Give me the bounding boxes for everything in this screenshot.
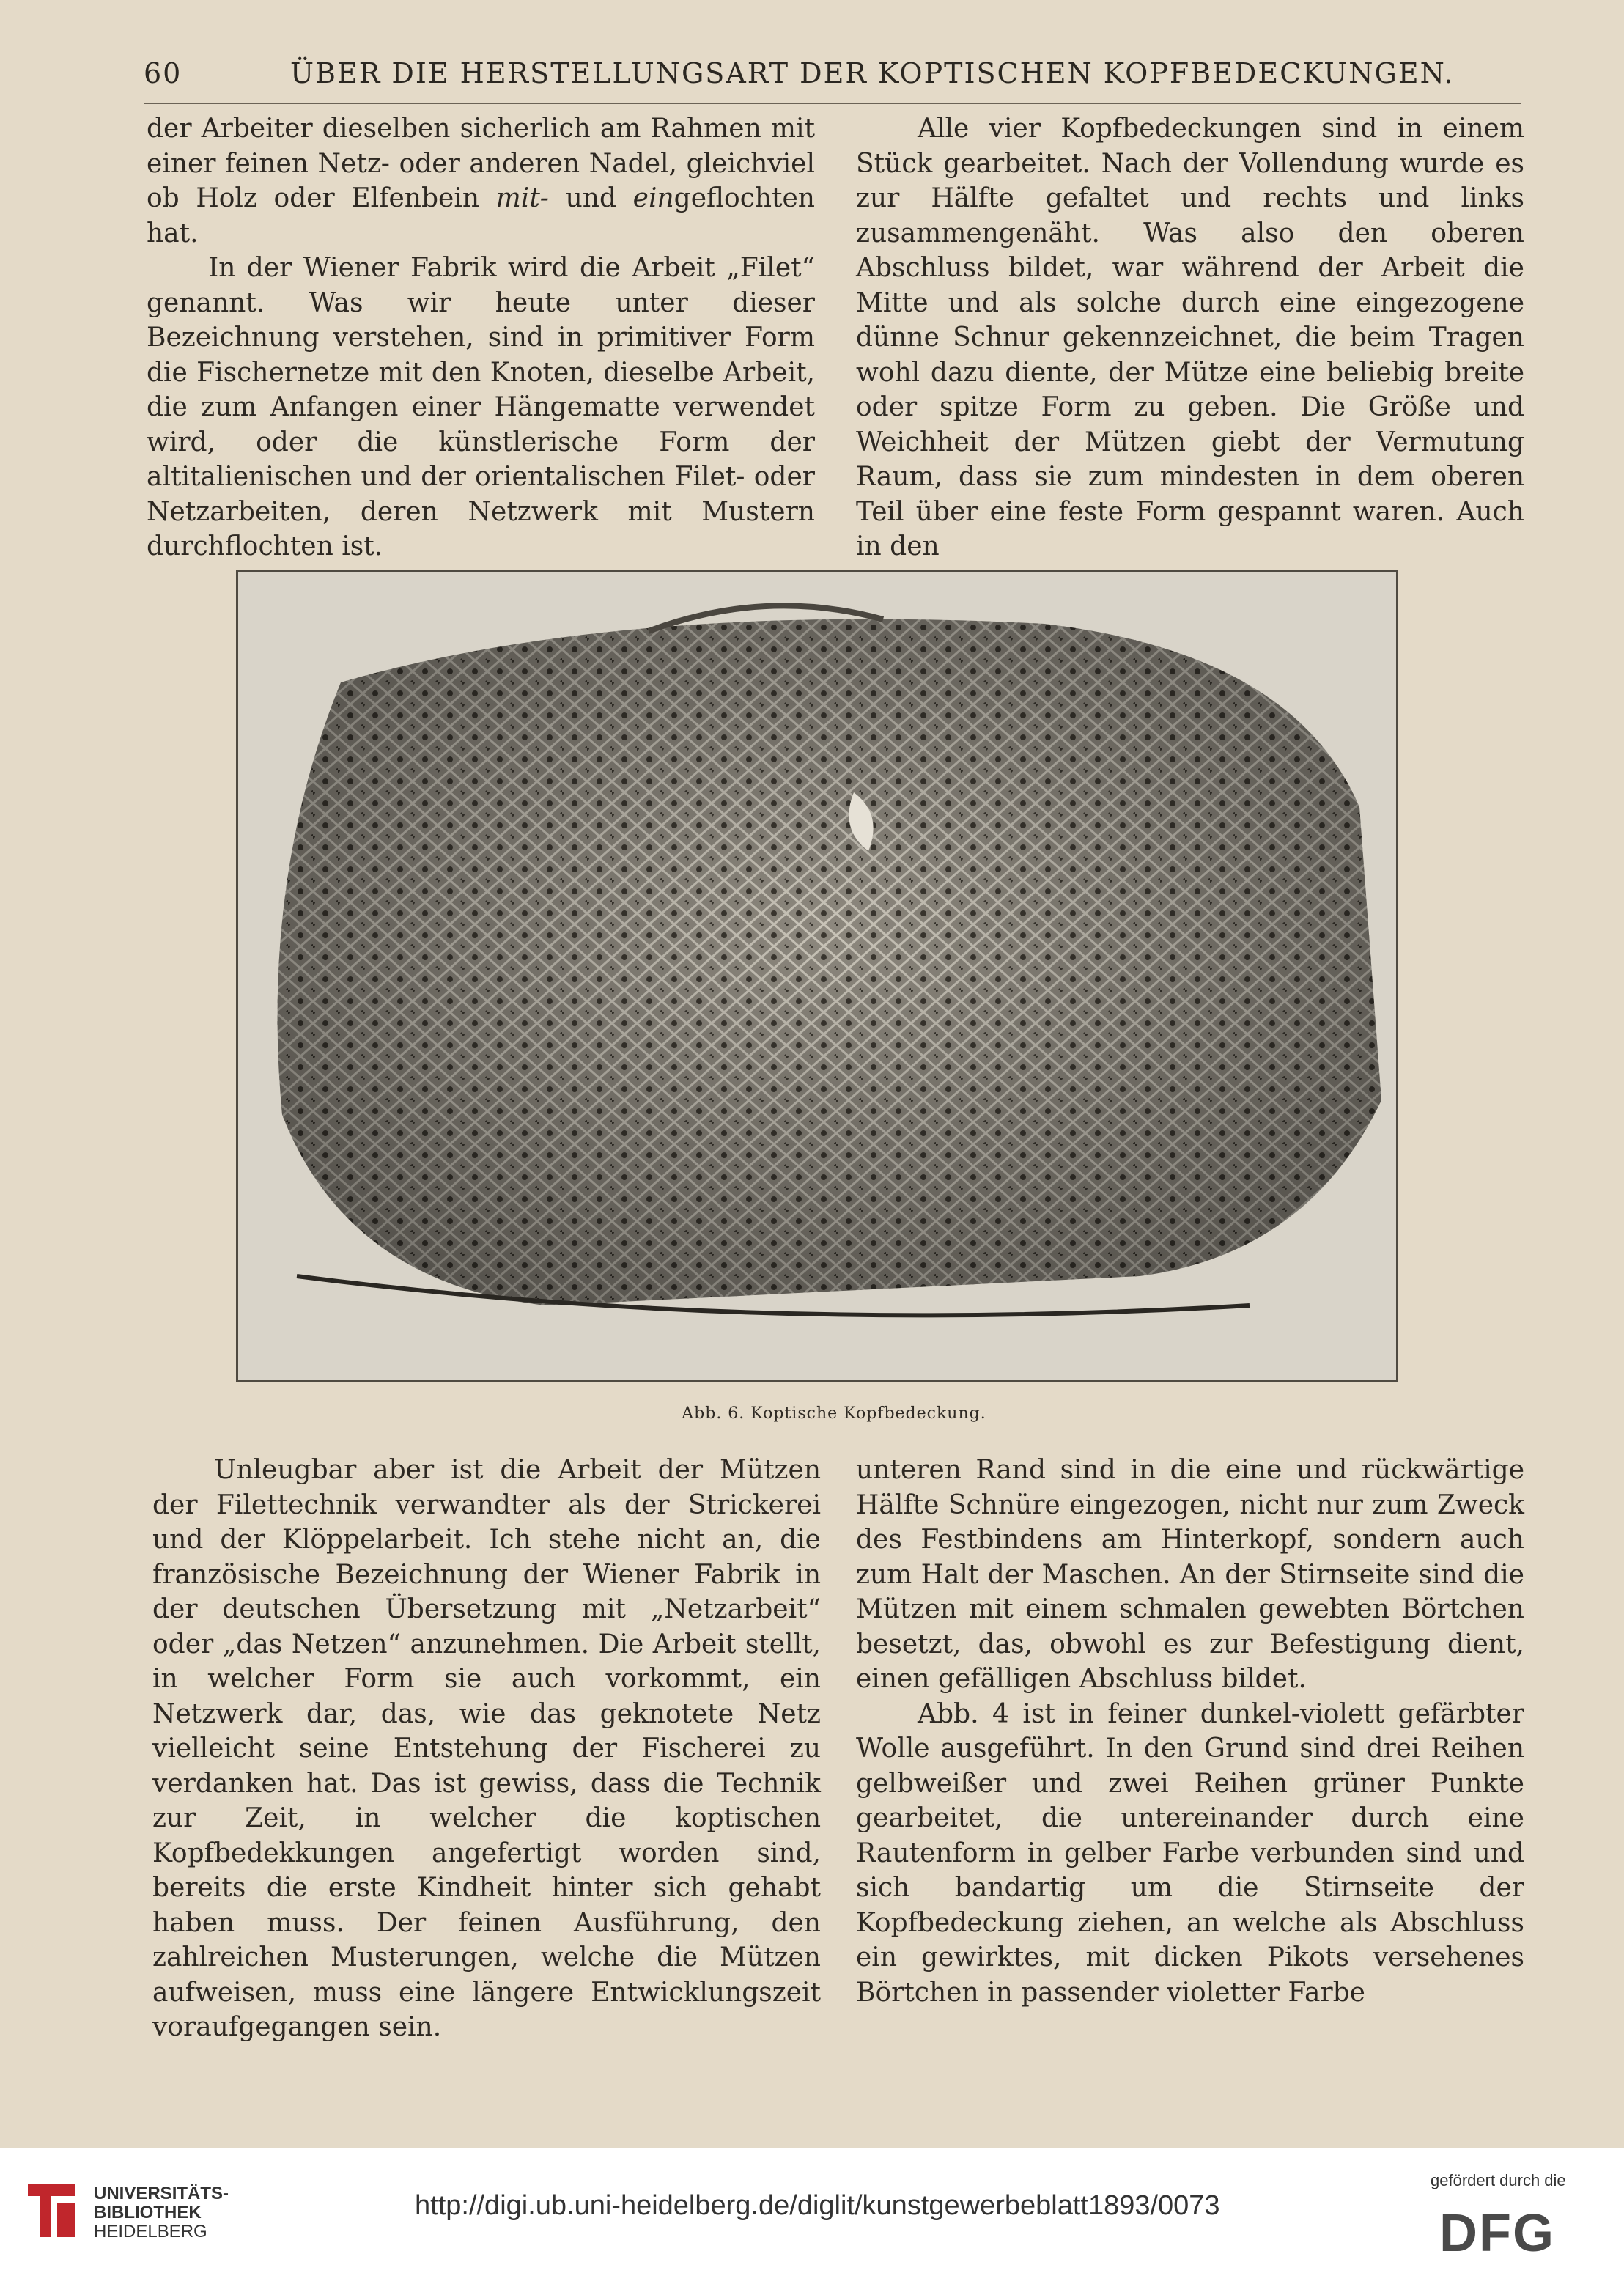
- paragraph: unteren Rand sind in die eine und rückwärtige Hälfte Schnüre eingezogen, nicht nur zum Zweck des Festbindens am Hinterkopf, sondern auch zum Halt der Maschen. An der Stirnseite sind die Mützen mit einem schmalen gewebten Börtchen besetzt, das, obwohl es zur Befestigung dient, einen gefälligen Abschluss bildet.: [856, 1455, 1524, 1694]
- running-title: ÜBER DIE HERSTELLUNGSART DER KOPTISCHEN KOPFBEDECKUNGEN.: [290, 57, 1455, 89]
- paragraph: Unleugbar aber ist die Arbeit der Mützen der Filettechnik verwandter als der Strickerei und der Klöppelarbeit. Ich stehe nicht an, die französische Bezeichnung der Wiener Fabrik in der deutschen Übersetzung mit „Netzarbeit“ oder „das Netzen“ anzunehmen. Die Arbeit stellt, in welcher Form sie auch vorkommt, ein Netzwerk dar, das, wie das geknotete Netz vielleicht seine Entstehung der Fischerei zu verdanken hat. Das ist gewiss, dass die Technik zur Zeit, in welcher die koptischen Kopfbedekkungen angefertigt worden sind, bereits die erste Kindheit hinter sich gehabt haben muss. Der feinen Ausführung, den zahlreichen Musterungen, welche die Mützen aufweisen, muss eine längere Entwicklungszeit voraufgegangen sein.: [152, 1455, 821, 2042]
- column-top-right: [856, 111, 1524, 564]
- paragraph: [147, 111, 815, 251]
- figure-caption: Abb. 6. Koptische Kopfbedeckung.: [682, 1404, 986, 1423]
- column-bottom-right: [856, 1453, 1524, 2010]
- paragraph: In der Wiener Fabrik wird die Arbeit „Filet“ genannt. Was wir heute unter dieser Bezeichnung verstehen, sind in primitiver Form die Fischernetze mit den Knoten, dieselbe Arbeit, die zum Anfangen einer Hängematte verwendet wird, oder die künstlerische Form der altitalienischen und der orientalischen Filet- oder Netzarbeiten, deren Netzwerk mit Mustern durchflochten ist.: [147, 253, 815, 561]
- source-url[interactable]: [415, 2190, 1220, 2222]
- dfg-logo: DFG: [1439, 2204, 1555, 2263]
- figure-photo: [236, 570, 1398, 1382]
- library-line: HEIDELBERG: [94, 2222, 207, 2241]
- sponsor-label: gefördert durch die: [1431, 2171, 1566, 2189]
- library-line: BIBLIOTHEK: [94, 2203, 202, 2222]
- paragraph: Abb. 4 ist in feiner dunkel-violett gefärbter Wolle ausgeführt. In den Grund sind drei Reihen gelbweißer und zwei Reihen grüner Punkte gearbeitet, die untereinander durch eine Rautenform in gelber Farbe verbunden sind und sich bandartig um die Stirnseite der Kopfbedeckung ziehen, an welche als Abschluss ein gewirktes, mit dicken Pikots versehenes Börtchen in passender violetter Farbe: [856, 1698, 1524, 2008]
- column-bottom-left: [152, 1453, 821, 2045]
- library-line: UNIVERSITÄTS-: [94, 2184, 229, 2203]
- text-run: und: [548, 183, 633, 213]
- header-rule: [144, 103, 1521, 104]
- digitization-footer: [0, 2148, 1624, 2273]
- library-name: [94, 2184, 229, 2241]
- coptic-cap-photo: [238, 572, 1396, 1380]
- italic-text: mit-: [495, 183, 549, 213]
- text-run: geflochten hat.: [147, 183, 815, 248]
- text-run: der Arbeiter dieselben sicherlich am Rahmen mit einer feinen Netz- oder anderen Nadel, gleichviel ob Holz oder Elfenbein: [147, 114, 815, 213]
- paragraph: Alle vier Kopfbedeckungen sind in einem Stück gearbeitet. Nach der Vollendung wurde es zur Hälfte gefaltet und rechts und links zusammengenäht. Was also den oberen Abschluss bildet, war während der Arbeit die Mitte und als solche durch eine eingezogene dünne Schnur gekennzeichnet, die beim Tragen wohl dazu diente, der Mütze eine beliebig breite oder spitze Form zu geben. Die Größe und Weichheit der Mützen giebt der Vermutung Raum, dass sie zum mindesten in dem oberen Teil über eine feste Form gespannt waren. Auch in den: [856, 114, 1524, 561]
- italic-text: ein: [632, 183, 674, 213]
- source-link[interactable]: http://digi.ub.uni-heidelberg.de/diglit/kunstgewerbeblatt1893/0073: [415, 2190, 1220, 2221]
- university-library-logo-icon: [18, 2174, 85, 2247]
- page-number: 60: [144, 57, 182, 89]
- column-top-left: [147, 111, 815, 564]
